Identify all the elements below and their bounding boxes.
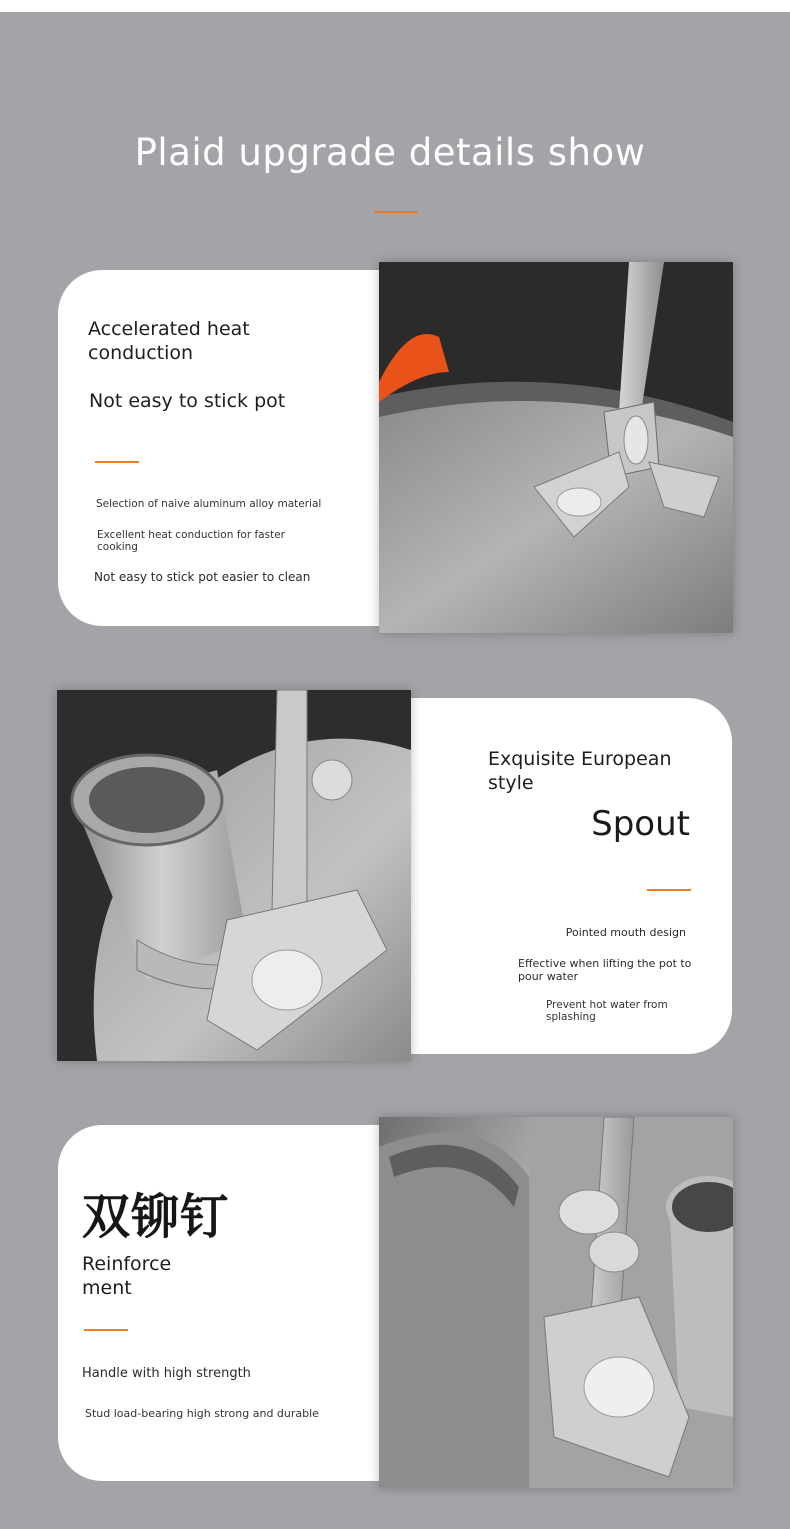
top-divider: [0, 0, 790, 12]
title-accent-line: [374, 211, 418, 213]
section2-point-1: Pointed mouth design: [565, 926, 686, 939]
section2-point-2: Effective when lifting the pot to pour water: [518, 957, 692, 983]
heat-conduction-heading: Accelerated heat conduction: [88, 318, 250, 364]
kettle-spout-photo: [57, 690, 411, 1061]
section3-point-2: Stud load-bearing high strong and durable: [85, 1407, 319, 1420]
section3-accent-line: [84, 1329, 128, 1331]
section1-point-2: Excellent heat conduction for faster cooking: [97, 529, 285, 553]
section1-point-1: Selection of naive aluminum alloy material: [96, 498, 322, 510]
section1-accent-line: [95, 461, 139, 463]
page-title: Plaid upgrade details show: [134, 130, 646, 174]
spout-subheading: Spout: [591, 804, 690, 844]
european-style-heading: Exquisite European style: [488, 748, 672, 794]
reinforcement-heading: Reinforce ment: [82, 1253, 172, 1299]
section1-point-3: Not easy to stick pot easier to clean: [94, 570, 311, 584]
non-stick-subheading: Not easy to stick pot: [89, 390, 286, 412]
section2-point-3: Prevent hot water from splashing: [546, 999, 668, 1023]
kettle-handle-rivet-photo: [379, 262, 733, 633]
double-rivet-photo: [379, 1117, 733, 1488]
section2-accent-line: [647, 889, 691, 891]
section3-point-1: Handle with high strength: [82, 1366, 251, 1381]
feature-card-double-rivet: [58, 1125, 388, 1481]
double-rivet-chinese-heading: 双铆钉: [82, 1189, 230, 1245]
